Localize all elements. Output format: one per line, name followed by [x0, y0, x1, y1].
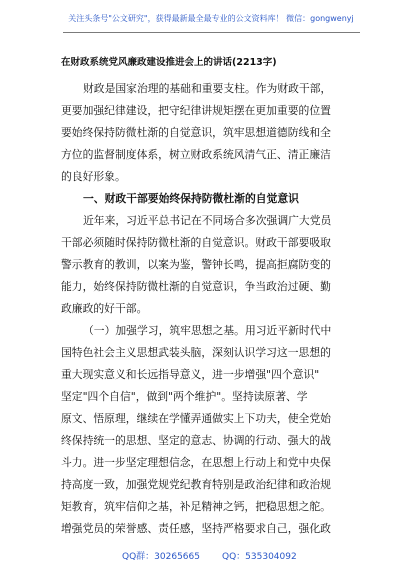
text-line: 斗力。进一步坚定理想信念，在思想上行动上和党中央保 [61, 456, 331, 469]
text-line: 坚定"四个自信"，做到"两个维护"。坚持读原著、学 [61, 390, 308, 403]
qq-number: QQ：535304092 [222, 552, 297, 562]
text-line: （一）加强学习，筑牢思想之基。用习近平新时代中 [83, 324, 332, 337]
text-line: 警示教育的教训，以案为鉴，警钟长鸣，提高拒腐防变的 [61, 258, 331, 271]
text-line: 国特色社会主义思想武装头脑，深刻认识学习这一思想的 [61, 346, 331, 359]
text-line: 持高度一致，加强党规党纪教育特别是政治纪律和政治规 [61, 478, 331, 491]
paragraph-context [61, 210, 359, 320]
text-line: 能力，始终保持防微杜渐的自觉意识，争当政治过硬、勤 [61, 280, 331, 293]
text-line: 近年来，习近平总书记在不同场合多次强调广大党员 [83, 214, 332, 227]
section-heading [61, 188, 359, 210]
text-line: 原文、悟原理，继续在学懂弄通做实上下功夫，使全党始 [61, 412, 331, 425]
text-line: 矩教育，筑牢信仰之基，补足精神之钙，把稳思想之舵。 [61, 500, 331, 513]
text-line: 终保持统一的思想、坚定的意志、协调的行动、强大的战 [61, 434, 331, 447]
text-line: 的良好形象。 [61, 170, 126, 183]
text-line: 方位的监督制度体系，树立财政系统风清气正、清正廉洁 [61, 148, 331, 161]
paragraph-study [61, 320, 359, 540]
text-line: 财政是国家治理的基础和重要支柱。作为财政干部， [83, 82, 332, 95]
text-line: 干部必须随时保持防微杜渐的自觉意识。财政干部要吸取 [61, 236, 331, 249]
document-title: 在财政系统党风廉政建设推进会上的讲话(2213字) [61, 57, 277, 68]
text-line: 更要加强纪律建设，把守纪律讲规矩摆在更加重要的位置 [61, 104, 331, 117]
text-line: 要始终保持防微杜渐的自觉意识，筑牢思想道德防线和全 [61, 126, 331, 139]
text-line: 增强党员的荣誉感、责任感，坚持严格要求自己，强化政 [61, 522, 331, 535]
qq-group-number: QQ群：30265665 [122, 552, 200, 562]
text-line: 重大现实意义和长远指导意义，进一步增强"四个意识" [61, 368, 320, 381]
section-1-heading: 一、财政干部要始终保持防微杜渐的自觉意识 [83, 192, 299, 205]
text-line: 政廉政的好干部。 [61, 302, 148, 315]
header-banner: 关注头条号"公文研究"，获得最新最全最专业的公文资料库！ 微信：gongwenyj [68, 14, 354, 23]
paragraph-intro [61, 78, 359, 188]
page-footer [60, 549, 360, 565]
header-divider [63, 32, 360, 33]
